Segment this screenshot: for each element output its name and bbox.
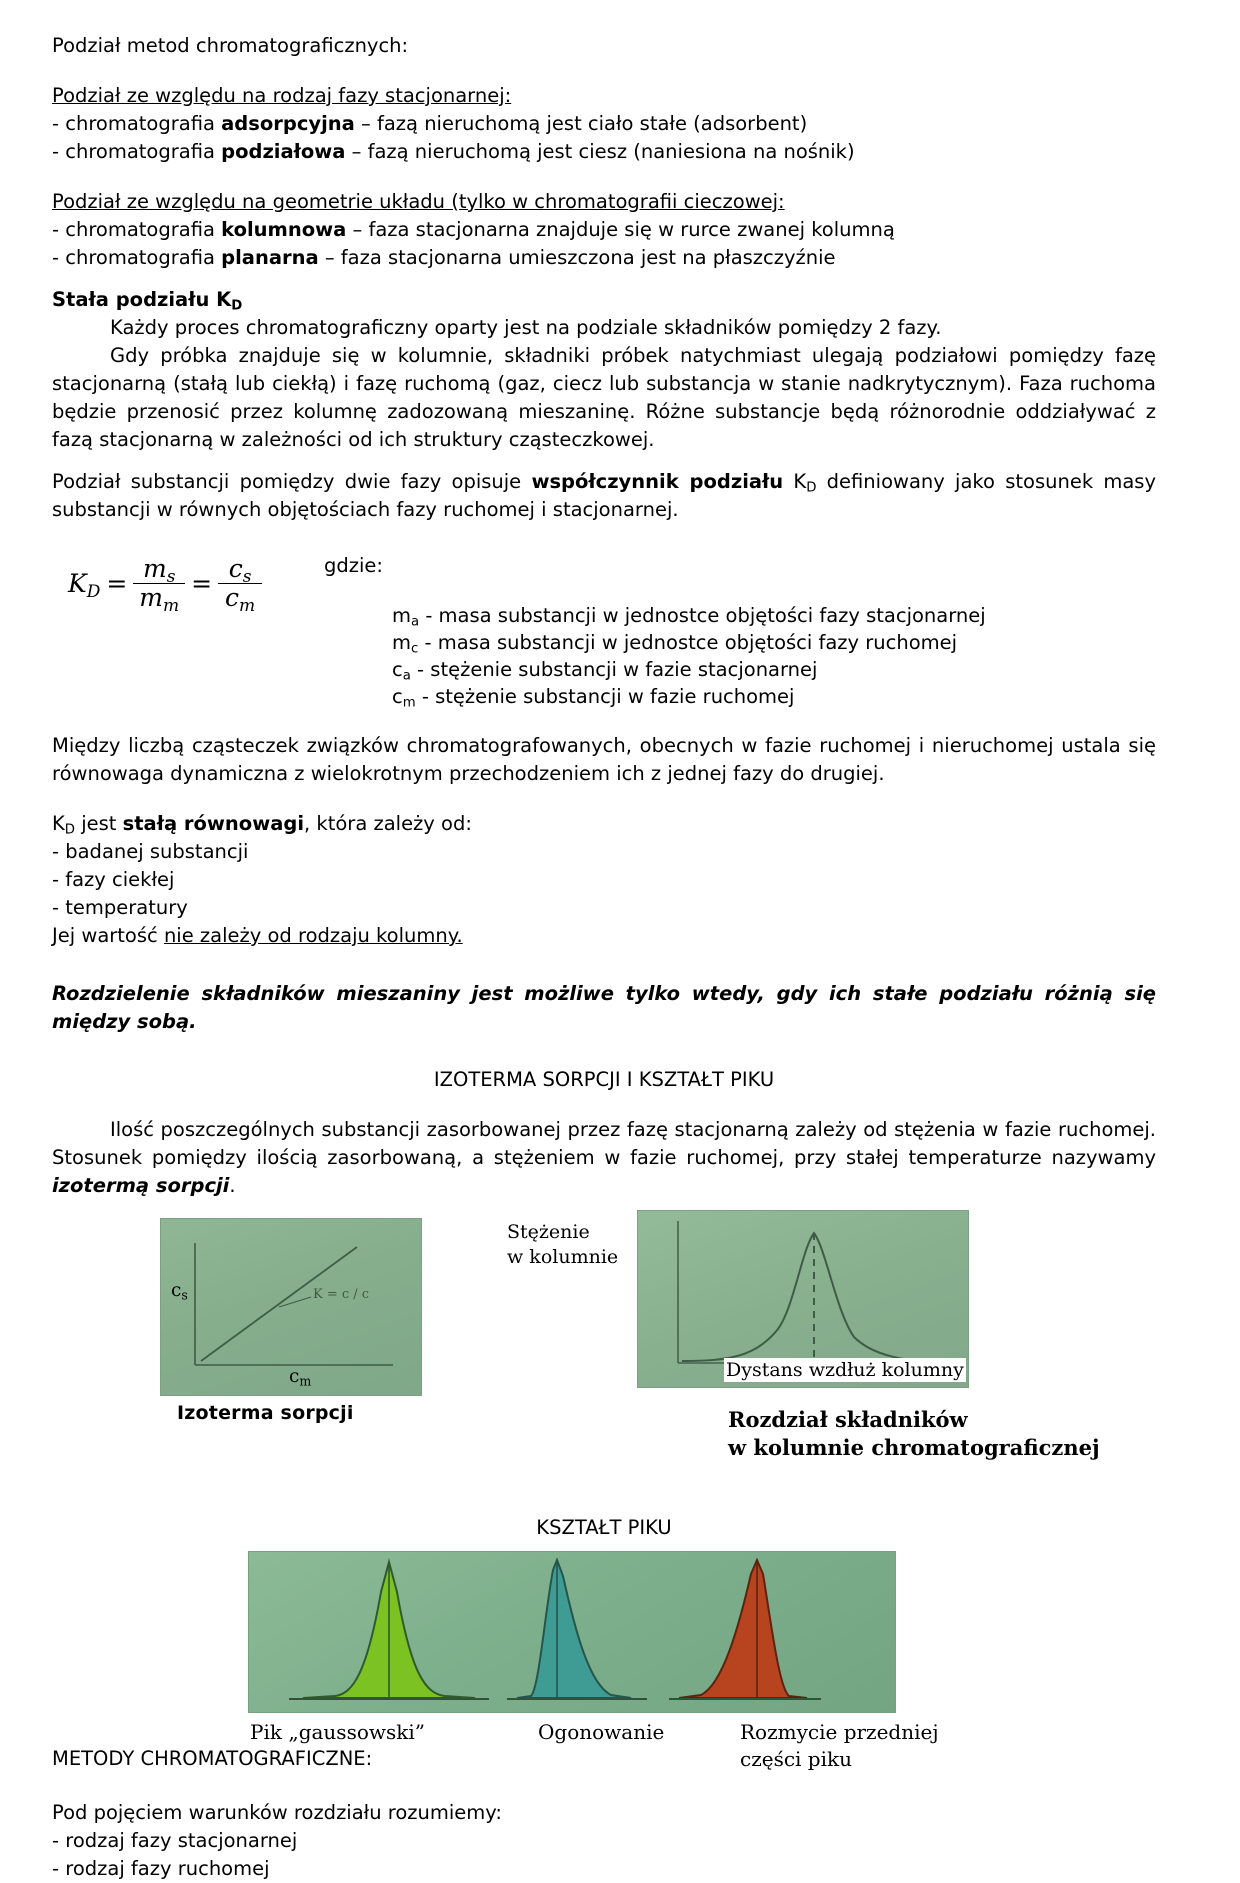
isotherm-x-axis-label [289,1365,311,1389]
formula-lhs [68,569,101,602]
figure-peak-shapes [248,1551,896,1713]
tailing-peak-shape [517,1560,631,1698]
definition-item [392,656,1156,683]
list-item: - fazy ciekłej [52,868,175,891]
definition-subscript: c [411,641,419,657]
definition-text: - masa substancji w jednostce objętości fazy stacjonarnej [419,604,986,627]
definition-symbol: c [392,685,403,708]
definition-subscript: a [402,668,411,684]
isotherm-term: izotermą sorpcji [52,1174,230,1197]
denominator-symbol: m [139,583,163,613]
heading-methods: METODY CHROMATOGRAFICZNE: [52,1747,373,1770]
peak-shapes-svg [249,1552,897,1714]
paragraph-coefficient [52,468,1156,524]
heading-isotherm: IZOTERMA SORPCJI I KSZTAŁT PIKU [433,1068,775,1091]
formula-equals-1: = [106,569,128,599]
numerator-subscript: s [166,566,176,587]
fraction-denominator [133,583,185,616]
coefficient-rest: definiowany jako stosunek masy substancji w równych objętościach fazy ruchomej i stacjonarnej. [52,470,1156,521]
denominator-subscript: m [163,596,180,616]
note-plain: Jej wartość [52,924,164,947]
list-item [52,110,1156,138]
coefficient-k: K [783,470,807,493]
definition-text: - stężenie substancji w fazie stacjonarnej [410,658,818,681]
definition-symbol: c [392,658,403,681]
denominator-symbol: c [225,583,240,613]
item-bold: adsorpcyjna [221,112,355,135]
denominator-subscript: m [239,596,256,616]
list-item: - temperatury [52,896,188,919]
item-bold: planarna [221,246,319,269]
definition-text: - stężenie substancji w fazie ruchomej [415,685,795,708]
document-content [52,32,1156,1883]
paragraph-methods-lead: Pod pojęciem warunków rozdziału rozumiemy: [52,1801,502,1824]
definition-item [392,602,1156,629]
list-item: - rodzaj fazy ruchomej [52,1857,270,1880]
item-rest: – faza stacjonarna znajduje się w rurce zwanej kolumną [346,218,895,241]
heading-geometry: Podział ze względu na geometrie układu (tylko w chromatografii cieczowej: [52,190,785,213]
column-title-line-2: w kolumnie chromatograficznej [728,1435,1100,1460]
formula-equals-2: = [191,569,213,599]
paragraph-sample: Gdy próbka znajduje się w kolumnie, składniki próbek natychmiast ulegają podziałowi pomiędzy fazę stacjonarną (stałą lub ciekłą) i fazę ruchomą (gaz, ciecz lub substancja w stanie nadkrytycznym). Faza ruchoma będzie przenosić przez kolumnę zadozowaną mieszaninę. Różne substancje będą różnorodnie oddziaływać z fazą stacjonarną w zależności od ich struktury cząsteczkowej. [52,344,1156,451]
label-column-concentration [507,1220,618,1270]
list-item [52,244,1156,272]
dependency-lead-mid: jest [75,812,123,835]
heading-subscript: D [231,298,243,314]
partition-formula [52,550,324,616]
caption-isotherm: Izoterma sorpcji [177,1402,354,1424]
concentration-line-2: w kolumnie [507,1246,619,1268]
definition-symbol: m [392,631,411,654]
formula-fraction-concentration [218,554,262,616]
caption-tailing-peak: Ogonowanie [538,1720,665,1744]
heading-partition-constant [52,286,1156,314]
fraction-denominator [219,583,261,616]
dependency-k: K [52,812,65,835]
caption-fronting-peak: Rozmycie przedniej części piku [740,1720,939,1771]
page-title: Podział metod chromatograficznych: [52,34,409,57]
fraction-numerator [137,554,181,587]
annotation-leader [279,1297,311,1307]
heading-stationary-phase: Podział ze względu na rodzaj fazy stacjonarnej: [52,84,512,107]
numerator-symbol: c [228,554,243,583]
item-bold: kolumnowa [221,218,347,241]
column-title-line-1: Rozdział składników [728,1407,968,1432]
isotherm-period: . [229,1174,236,1197]
numerator-symbol: m [142,554,167,583]
definition-subscript: m [402,695,416,711]
coefficient-bold: współczynnik podziału [531,470,784,493]
figure-isotherm-sorption [160,1218,422,1396]
numerator-subscript: s [242,566,252,587]
item-rest: – fazą nieruchomą jest ciało stałe (adsorbent) [354,112,808,135]
list-item: - rodzaj fazy stacjonarnej [52,1829,298,1852]
list-item: - badanej substancji [52,840,249,863]
formula-fraction-mass [133,554,185,616]
paragraph-equilibrium: Między liczbą cząsteczek związków chromatografowanych, obecnych w fazie ruchomej i nieruchomej ustala się równowaga dynamiczna z wielokrotnym przechodzeniem ich z jednej fazy do drugiej. [52,734,1156,785]
concentration-line-1: Stężenie [507,1221,590,1243]
item-prefix: - chromatografia [52,246,222,269]
definition-text: - masa substancji w jednostce objętości fazy ruchomej [418,631,958,654]
list-item [52,216,1156,244]
formula-lhs-symbol: K [68,569,87,599]
paragraph-isotherm [52,1116,1156,1200]
formula-legend [324,550,1156,710]
x-axis-subscript: m [299,1373,312,1389]
dependency-note [52,922,1156,950]
isotherm-text: Ilość poszczególnych substancji zasorbowanej przez fazę stacjonarną zależy od stężenia w fazie ruchomej. Stosunek pomiędzy ilością zasorbowaną, a stężeniem w fazie ruchomej, przy stałej temperaturze nazywamy [52,1118,1156,1169]
formula-block [52,550,1156,710]
x-axis-symbol: c [289,1366,300,1387]
peak-shape-captions [202,1719,962,1789]
note-underlined: nie zależy od rodzaju kolumny. [163,924,463,947]
formula-lhs-subscript: D [86,582,101,602]
isotherm-y-axis-label [171,1279,188,1303]
item-bold: podziałowa [221,140,346,163]
fraction-numerator [223,554,258,587]
item-prefix: - chromatografia [52,112,222,135]
caption-gaussian-peak: Pik „gaussowski” [250,1720,425,1744]
item-rest: – fazą nieruchomą jest ciesz (naniesiona na nośnik) [345,140,855,163]
coefficient-lead: Podział substancji pomiędzy dwie fazy opisuje [52,470,532,493]
dependency-k-subscript: D [64,822,75,838]
fronting-peak-shape [679,1560,807,1698]
caption-column-title [728,1406,1100,1462]
caption-column-x-axis: Dystans wzdłuż kolumny [726,1359,964,1381]
paragraph-process: Każdy proces chromatograficzny oparty jest na podziale składników pomiędzy 2 fazy. [110,316,942,339]
statement-separation: Rozdzielenie składników mieszaniny jest możliwe tylko wtedy, gdy ich stałe podziału różnią się między sobą. [52,982,1156,1033]
figures-row [52,1210,1156,1510]
definition-subscript: a [411,614,420,630]
definition-item [392,683,1156,710]
legend-definitions [324,602,1156,710]
coefficient-k-subscript: D [806,480,817,496]
heading-peak-shape: KSZTAŁT PIKU [536,1516,672,1539]
paragraph-dependency-lead [52,810,1156,838]
legend-label: gdzie: [324,554,383,577]
definition-item [392,629,1156,656]
dependency-lead-end: , która zależy od: [304,812,472,835]
item-prefix: - chromatografia [52,218,222,241]
y-axis-symbol: c [171,1280,182,1301]
item-prefix: - chromatografia [52,140,222,163]
isotherm-annotation: K = c / c [313,1287,370,1302]
heading-main-text: Stała podziału K [52,288,232,311]
item-rest: – faza stacjonarna umieszczona jest na płaszczyźnie [318,246,836,269]
dependency-bold: stałą równowagi [122,812,305,835]
definition-symbol: m [392,604,411,627]
list-item [52,138,1156,166]
y-axis-subscript: s [181,1287,188,1303]
